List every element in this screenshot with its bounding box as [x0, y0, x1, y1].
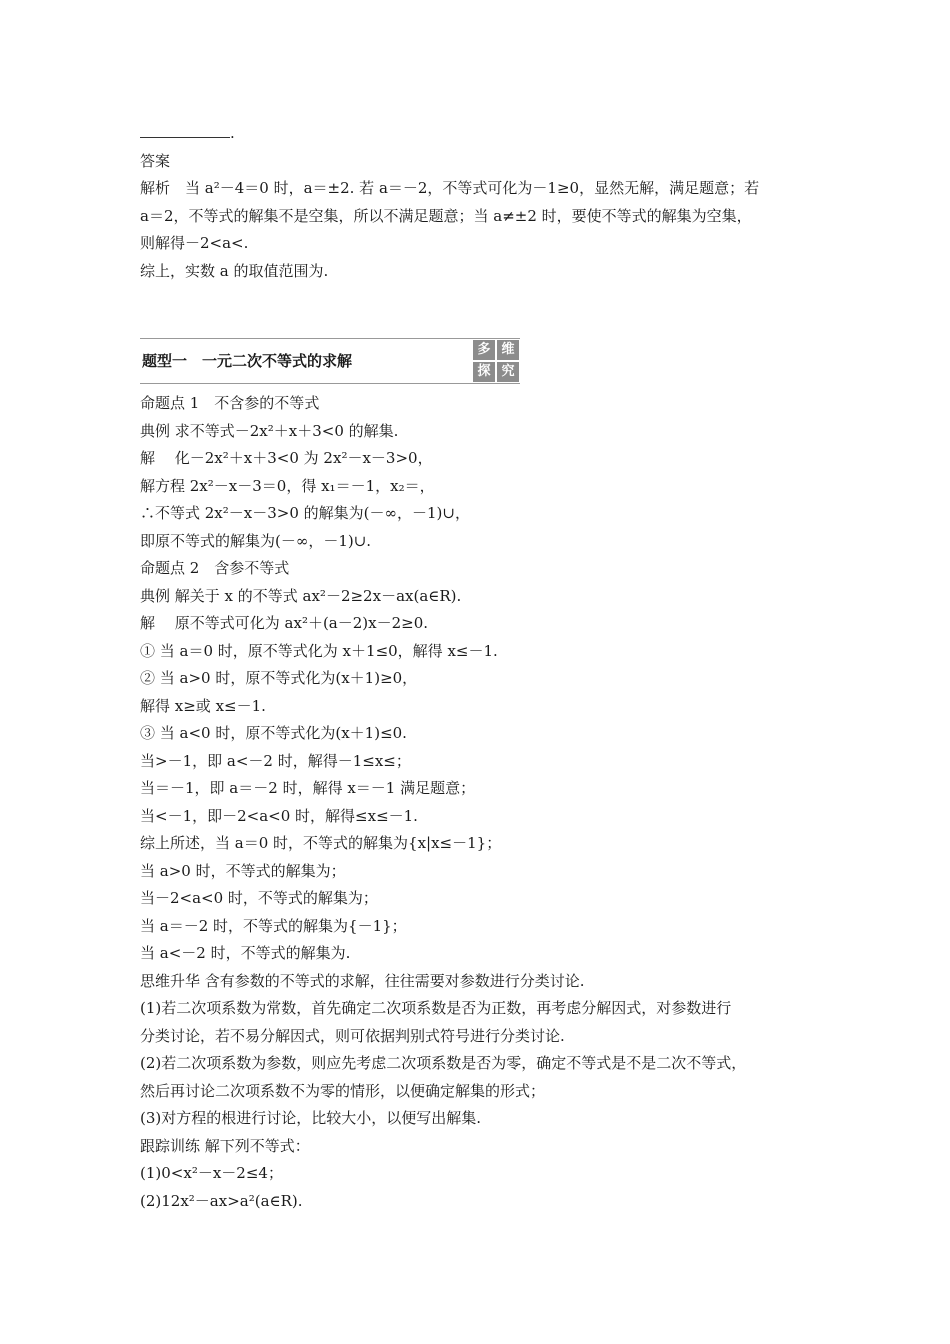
body-text: [140, 390, 830, 1215]
analysis-line-1: 解析 当 a²－4＝0 时，a＝±2. 若 a＝－2，不等式可化为－1≥0，显然无解，满足题意；若: [140, 179, 760, 197]
body-line: 然后再讨论二次项系数不为零的情形，以便确定解集的形式；: [140, 1081, 546, 1100]
answer-label: 答案: [140, 151, 171, 170]
conclusion-line: 综上，实数 a 的取值范围为.: [140, 261, 329, 280]
analysis-line-3: 则解得－2<a<.: [140, 234, 249, 252]
body-line: 当 a<－2 时，不等式的解集为.: [140, 944, 351, 962]
body-line: (2)12x²－ax>a²(a∈R).: [140, 1191, 303, 1210]
body-line: 当＝－1，即 a＝－2 时，解得 x＝－1 满足题意；: [140, 779, 476, 797]
body-line: 典例 解关于 x 的不等式 ax²－2≥2x－ax(a∈R).: [140, 586, 462, 605]
body-line: 综上所述，当 a＝0 时，不等式的解集为{x|x≤－1}；: [140, 834, 502, 852]
section-title: 题型一 一元二次不等式的求解: [142, 352, 353, 370]
body-line: ∴不等式 2x²－x－3>0 的解集为(－∞，－1)∪，: [140, 504, 470, 522]
body-line: 思维升华 含有参数的不等式的求解，往往需要对参数进行分类讨论.: [140, 971, 585, 990]
body-line: 当<－1，即－2<a<0 时，解得≤x≤－1.: [140, 806, 418, 825]
body-line: 命题点 2 含参不等式: [140, 559, 290, 577]
body-line: 即原不等式的解集为(－∞，－1)∪.: [140, 531, 372, 550]
body-line: 解 化－2x²＋x＋3<0 为 2x²－x－3>0，: [140, 449, 433, 467]
section-header: [140, 338, 520, 384]
badge-char: 多: [473, 340, 495, 360]
body-line: 命题点 1 不含参的不等式: [140, 394, 320, 412]
body-line: (2)若二次项系数为参数，则应先考虑二次项系数是否为零，确定不等式是不是二次不等式，: [140, 1054, 747, 1072]
body-line: (1)0<x²－x－2≤4；: [140, 1164, 283, 1182]
body-line: (3)对方程的根进行讨论，比较大小，以便写出解集.: [140, 1109, 482, 1127]
body-line: 分类讨论，若不易分解因式，则可依据判别式符号进行分类讨论.: [140, 1026, 565, 1045]
body-line: 当 a>0 时，不等式的解集为；: [140, 861, 346, 880]
body-line: ③ 当 a<0 时，原不等式化为(x＋1)≤0.: [140, 724, 407, 742]
body-line: 解得 x≥或 x≤－1.: [140, 696, 266, 715]
body-line: 解 原不等式可化为 ax²＋(a－2)x－2≥0.: [140, 614, 429, 632]
body-line: 当 a＝－2 时，不等式的解集为{－1}；: [140, 916, 407, 935]
body-line: 典例 求不等式－2x²＋x＋3<0 的解集.: [140, 421, 399, 440]
body-line: ① 当 a＝0 时，原不等式化为 x＋1≤0，解得 x≤－1.: [140, 641, 498, 660]
body-line: ② 当 a>0 时，原不等式化为(x＋1)≥0，: [140, 669, 418, 687]
badge-char: 探: [473, 362, 495, 382]
body-line: 解方程 2x²－x－3＝0，得 x₁＝－1，x₂＝，: [140, 476, 435, 495]
badge-char: 维: [497, 340, 519, 360]
answer-blank: [140, 123, 230, 138]
analysis-line-2: a＝2，不等式的解集不是空集，所以不满足题意；当 a≠±2 时，要使不等式的解集为空集，: [140, 206, 752, 225]
body-line: 当－2<a<0 时，不等式的解集为；: [140, 889, 378, 907]
body-line: (1)若二次项系数为常数，首先确定二次项系数是否为正数，再考虑分解因式，对参数进行: [140, 999, 732, 1017]
badge-char: 究: [497, 362, 519, 382]
body-line: 跟踪训练 解下列不等式：: [140, 1136, 310, 1155]
fill-in-blank-line: .: [140, 120, 830, 148]
document-page: [140, 120, 830, 1215]
body-line: 当>－1，即 a<－2 时，解得－1≤x≤；: [140, 751, 411, 770]
section-badge: [472, 339, 520, 383]
